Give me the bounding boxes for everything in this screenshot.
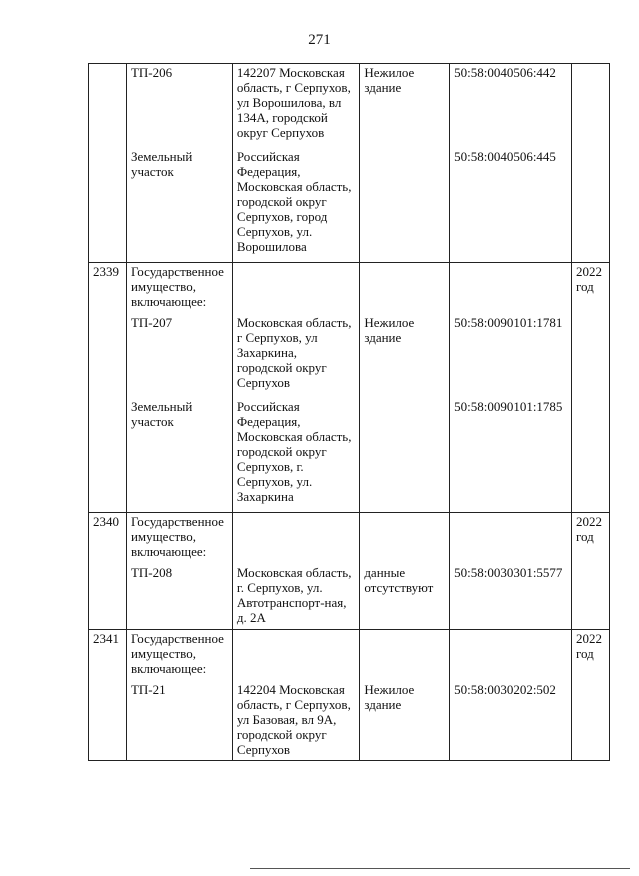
table-row bbox=[89, 314, 610, 398]
cadastral-number-cell: 50:58:0040506:445 bbox=[450, 148, 572, 263]
table-row bbox=[89, 398, 610, 513]
table-row bbox=[89, 263, 610, 314]
entry-number-cell: 2339 bbox=[89, 263, 127, 314]
cadastral-number-cell: 50:58:0030202:502 bbox=[450, 681, 572, 761]
year-cell: 2022 год bbox=[572, 263, 610, 314]
year-cell bbox=[572, 681, 610, 761]
entry-number-cell: 2340 bbox=[89, 513, 127, 564]
cadastral-number-cell bbox=[450, 513, 572, 564]
year-cell bbox=[572, 148, 610, 263]
year-cell: 2022 год bbox=[572, 630, 610, 681]
year-cell bbox=[572, 64, 610, 148]
bottom-rule bbox=[250, 868, 630, 869]
entry-number-cell bbox=[89, 148, 127, 263]
purpose-cell: данные отсутствуют bbox=[360, 564, 450, 630]
cadastral-number-cell: 50:58:0090101:1781 bbox=[450, 314, 572, 398]
registry-body bbox=[89, 64, 610, 761]
object-name-cell: Государственное имущество, включающее: bbox=[126, 513, 232, 564]
object-name-cell: ТП-21 bbox=[126, 681, 232, 761]
entry-number-cell bbox=[89, 64, 127, 148]
entry-number-cell bbox=[89, 564, 127, 630]
object-name-cell: ТП-207 bbox=[126, 314, 232, 398]
cadastral-number-cell bbox=[450, 263, 572, 314]
entry-number-cell bbox=[89, 314, 127, 398]
year-cell bbox=[572, 564, 610, 630]
page-number: 271 bbox=[308, 32, 331, 48]
table-row bbox=[89, 630, 610, 681]
cadastral-number-cell: 50:58:0030301:5577 bbox=[450, 564, 572, 630]
address-cell: Московская область, г Серпухов, ул Захаркина, городской округ Серпухов bbox=[232, 314, 359, 398]
object-name-cell: Государственное имущество, включающее: bbox=[126, 630, 232, 681]
year-cell: 2022 год bbox=[572, 513, 610, 564]
address-cell: 142204 Московская область, г Серпухов, ул Базовая, вл 9А, городской округ Серпухов bbox=[232, 681, 359, 761]
table-row bbox=[89, 513, 610, 564]
object-name-cell: Земельный участок bbox=[126, 398, 232, 513]
year-cell bbox=[572, 398, 610, 513]
entry-number-cell bbox=[89, 398, 127, 513]
cadastral-number-cell: 50:58:0090101:1785 bbox=[450, 398, 572, 513]
address-cell: Российская Федерация, Московская область, городской округ Серпухов, г. Серпухов, ул. Захаркина bbox=[232, 398, 359, 513]
purpose-cell bbox=[360, 398, 450, 513]
purpose-cell bbox=[360, 630, 450, 681]
table-row bbox=[89, 148, 610, 263]
address-cell: 142207 Московская область, г Серпухов, ул Ворошилова, вл 134А, городской округ Серпухов bbox=[232, 64, 359, 148]
table-row bbox=[89, 681, 610, 761]
cadastral-number-cell: 50:58:0040506:442 bbox=[450, 64, 572, 148]
object-name-cell: Государственное имущество, включающее: bbox=[126, 263, 232, 314]
purpose-cell bbox=[360, 263, 450, 314]
address-cell: Российская Федерация, Московская область, городской округ Серпухов, город Серпухов, ул. Ворошилова bbox=[232, 148, 359, 263]
entry-number-cell bbox=[89, 681, 127, 761]
table-row bbox=[89, 64, 610, 148]
purpose-cell: Нежилое здание bbox=[360, 681, 450, 761]
year-cell bbox=[572, 314, 610, 398]
address-cell bbox=[232, 263, 359, 314]
cadastral-number-cell bbox=[450, 630, 572, 681]
purpose-cell: Нежилое здание bbox=[360, 314, 450, 398]
purpose-cell: Нежилое здание bbox=[360, 64, 450, 148]
address-cell bbox=[232, 513, 359, 564]
purpose-cell bbox=[360, 513, 450, 564]
object-name-cell: ТП-208 bbox=[126, 564, 232, 630]
object-name-cell: ТП-206 bbox=[126, 64, 232, 148]
property-registry-table bbox=[88, 63, 610, 761]
address-cell: Московская область, г. Серпухов, ул. Автотранспорт-ная, д. 2А bbox=[232, 564, 359, 630]
object-name-cell: Земельный участок bbox=[126, 148, 232, 263]
table-row bbox=[89, 564, 610, 630]
purpose-cell bbox=[360, 148, 450, 263]
entry-number-cell: 2341 bbox=[89, 630, 127, 681]
address-cell bbox=[232, 630, 359, 681]
